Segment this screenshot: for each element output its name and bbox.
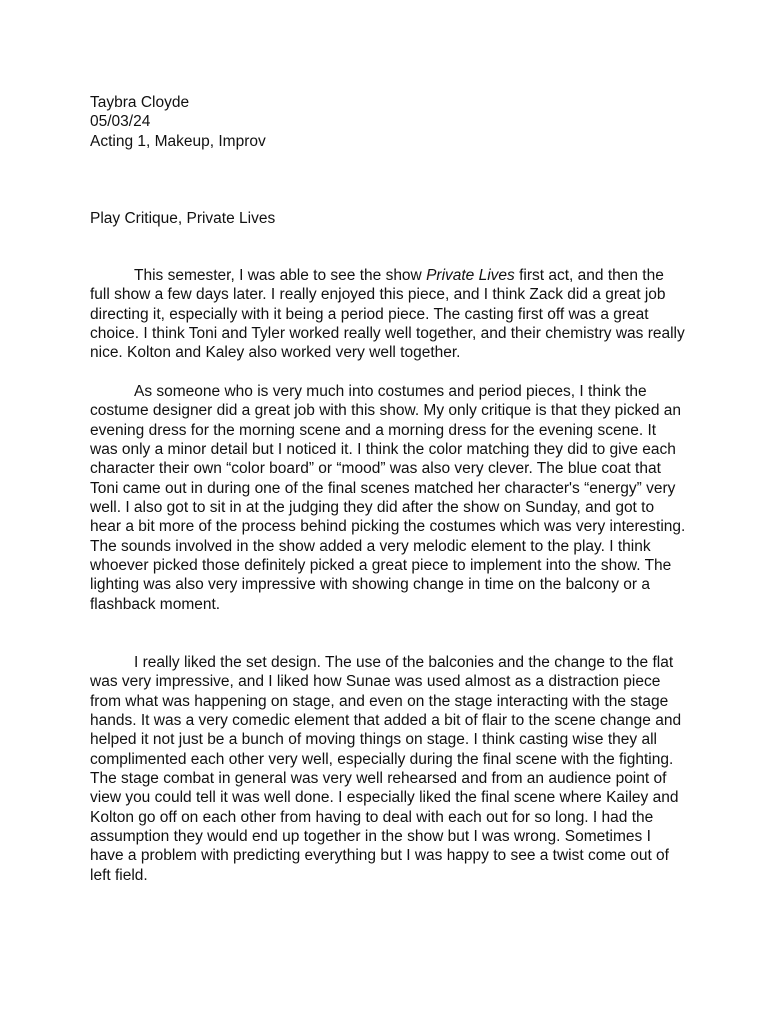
paragraph-2: As someone who is very much into costumes and period pieces, I think the costume designer did a great job with this show. My only critique is that they picked an evening dress for the morning scene and a morning dress for the evening scene. It was only a minor detail but I noticed it. I think the color matching they did to give each character their own “color board” or “mood” was also very clever. The blue coat that Toni came out in during one of the final scenes matched her character's “energy” very well. I also got to sit in at the judging they did after the show on Sunday, and got to hear a bit more of the process behind picking the costumes which was very interesting. The sounds involved in the show added a very melodic element to the play. I think whoever picked those definitely picked a great piece to implement into the show. The lighting was also very impressive with showing change in time on the balcony or a flashback moment. [90,383,686,613]
author-name: Taybra Cloyde [90,94,190,111]
paragraph-3: I really liked the set design. The use of the balconies and the change to the flat was very impressive, and I liked how Sunae was used almost as a distraction piece from what was happening on stage, and even on the stage interacting with the stage hands. It was a very comedic element that added a bit of flair to the scene change and helped it not just be a bunch of moving things on stage. I think casting wise they all complimented each other very well, especially during the final scene with the fighting. The stage combat in general was very well rehearsed and from an audience point of view you could tell it was well done. I especially liked the final scene where Kailey and Kolton go off on each other from having to deal with each out for so long. I had the assumption they would end up together in the show but I was wrong. Sometimes I have a problem with predicting everything but I was happy to see a twist come out of left field. [90,654,682,884]
document-header [90,93,686,151]
course-line: Acting 1, Makeup, Improv [90,132,266,150]
document-title: Play Critique, Private Lives [90,210,276,227]
paragraph-1-text-end: first act, and then the full show a few days later. I really enjoyed this piece, and I think Zack did a great job directing it, especially with it being a period piece. The casting first off was a great choice. I think Toni and Tyler worked really well together, and their chemistry was really nice. Kolton and Kaley also worked very well together. [90,267,685,362]
document-date: 05/03/24 [90,113,151,131]
play-title-italic: Private Lives [426,267,515,284]
paragraph-1-text-start: This semester, I was able to see the show [134,267,427,284]
paragraph-1 [90,266,686,363]
